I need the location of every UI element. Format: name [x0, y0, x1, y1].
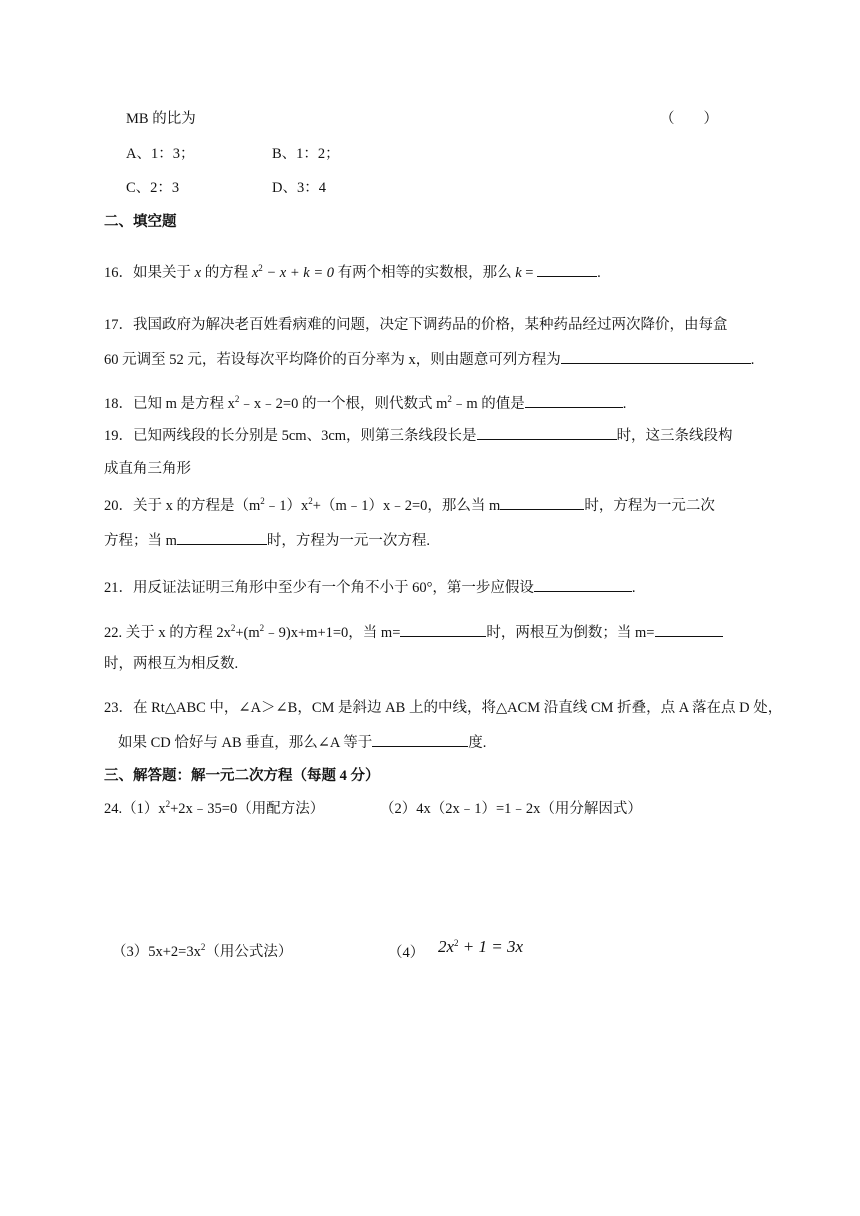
q24-p4-lhs: 2x	[438, 937, 455, 956]
q20-exp1: 2	[260, 496, 265, 506]
q22-mid1: +(m	[235, 625, 260, 641]
option-b: B、1：2；	[272, 146, 340, 162]
q20-answer-blank-1[interactable]	[500, 495, 584, 510]
q16-equation-exp: 2	[258, 263, 263, 273]
q18-exp2: 2	[447, 394, 452, 404]
q24-p3-post: （用公式法）	[205, 944, 293, 960]
q22-exp2: 2	[259, 623, 265, 633]
q22-answer-blank-1[interactable]	[400, 622, 486, 637]
q17-end: .	[750, 352, 755, 368]
question-24-part4-equation	[438, 937, 523, 957]
q21-end: .	[631, 580, 636, 596]
q24-p3-pre: （3）5x+2=3x	[112, 944, 201, 960]
q16-equation-rest: − x + k = 0	[262, 265, 334, 281]
section-title-solve: 三、解答题：解一元二次方程（每题 4 分）	[104, 768, 380, 784]
q15-answer-bracket: （ ）	[660, 111, 718, 127]
question-22-line2: 时，两根互为相反数.	[104, 656, 239, 672]
q16-mid: 的方程	[204, 265, 249, 281]
option-a: A、1：3；	[126, 146, 195, 162]
q19-pre: 19．已知两线段的长分别是 5cm、3cm，则第三条线段长是	[104, 428, 477, 444]
q16-equation-x: x	[251, 265, 259, 281]
q16-var-x: x	[194, 265, 202, 281]
q17-answer-blank[interactable]	[561, 349, 751, 364]
q19-post: 时，这三条线段构	[616, 428, 733, 444]
question-24-part1	[104, 799, 324, 819]
question-24-part4-label: （4）	[388, 945, 425, 961]
q21-answer-blank[interactable]	[534, 577, 632, 592]
q22-pre: 22. 关于 x 的方程 2x	[104, 625, 231, 641]
q20-mid2: +（m﹣1）x﹣2=0，那么当 m	[312, 498, 501, 514]
q23-line2-post: 度.	[468, 735, 487, 751]
question-19-line2: 成直角三角形	[104, 461, 191, 477]
q23-answer-blank[interactable]	[372, 732, 468, 747]
question-17-line1: 17．我国政府为解决老百姓看病难的问题，决定下调药品的价格，某种药品经过两次降价，由每盒	[104, 317, 728, 333]
q24-p1-pre: 24.（1）x	[104, 801, 166, 817]
question-22	[104, 622, 723, 643]
q20-post: 时，方程为一元二次	[584, 498, 715, 514]
q22-mid2: ﹣9)x+m+1=0，当 m=	[264, 625, 401, 641]
q20-line2-post: 时，方程为一元一次方程.	[266, 533, 431, 549]
q20-answer-blank-2[interactable]	[177, 530, 267, 545]
q15-tail	[126, 109, 196, 129]
q19-answer-blank[interactable]	[477, 425, 617, 440]
option-c: C、2：3	[126, 180, 180, 196]
q17-line2-text: 60 元调至 52 元，若设每次平均降价的百分率为 x，则由题意可列方程为	[104, 352, 561, 368]
q20-mid1: ﹣1）x	[264, 498, 309, 514]
q18-answer-blank[interactable]	[525, 393, 623, 408]
q16-eq: =	[521, 265, 538, 281]
question-23-line1: 23．在 Rt△ABC 中，∠A＞∠B，CM 是斜边 AB 上的中线，将△ACM 沿直线 CM 折叠，点 A 落在点 D 处，	[104, 700, 783, 716]
question-19	[104, 425, 733, 446]
q18-exp1: 2	[234, 394, 240, 404]
q21-pre: 21．用反证法证明三角形中至少有一个角不小于 60°，第一步应假设	[104, 580, 534, 596]
q24-p1-exp: 2	[165, 799, 171, 809]
q22-exp1: 2	[230, 623, 236, 633]
q24-p3-exp: 2	[200, 942, 206, 952]
q18-pre: 18．已知 m 是方程 x	[104, 396, 235, 412]
q18-end: .	[622, 396, 627, 412]
q22-answer-blank-2[interactable]	[655, 622, 723, 637]
q16-post: 有两个相等的实数根，那么	[337, 265, 512, 281]
q24-p1-post: +2x﹣35=0（用配方法）	[170, 801, 325, 817]
q20-exp2: 2	[308, 496, 313, 506]
question-24-part2: （2）4x（2x﹣1）=1﹣2x（用分解因式）	[380, 801, 642, 817]
q24-p4-exp: 2	[454, 938, 459, 948]
q18-mid2: ﹣m 的值是	[451, 396, 525, 412]
q16-pre: 16．如果关于	[104, 265, 191, 281]
question-23-line2	[118, 732, 486, 753]
q15-tail-text: MB 的比为	[126, 111, 196, 127]
q16-end: .	[597, 265, 601, 281]
question-18	[104, 393, 626, 414]
q18-mid1: ﹣x﹣2=0 的一个根，则代数式 m	[239, 396, 448, 412]
section-title-fill-in: 二、填空题	[104, 214, 177, 230]
question-24-part3	[112, 942, 292, 962]
question-20-line2	[104, 530, 430, 551]
q16-answer-blank[interactable]	[537, 262, 597, 277]
q24-p4-rhs: + 1 = 3x	[458, 937, 524, 956]
question-20	[104, 495, 715, 516]
q20-line2-pre: 方程；当 m	[104, 533, 177, 549]
question-17-line2	[104, 349, 754, 370]
option-d: D、3：4	[272, 180, 326, 196]
q20-pre: 20．关于 x 的方程是（m	[104, 498, 261, 514]
q23-line2-pre: 如果 CD 恰好与 AB 垂直，那么∠A 等于	[118, 735, 373, 751]
q16-k: k	[515, 265, 522, 281]
question-21	[104, 577, 636, 598]
q22-mid3: 时，两根互为倒数；当 m=	[486, 625, 655, 641]
question-16	[104, 262, 601, 283]
